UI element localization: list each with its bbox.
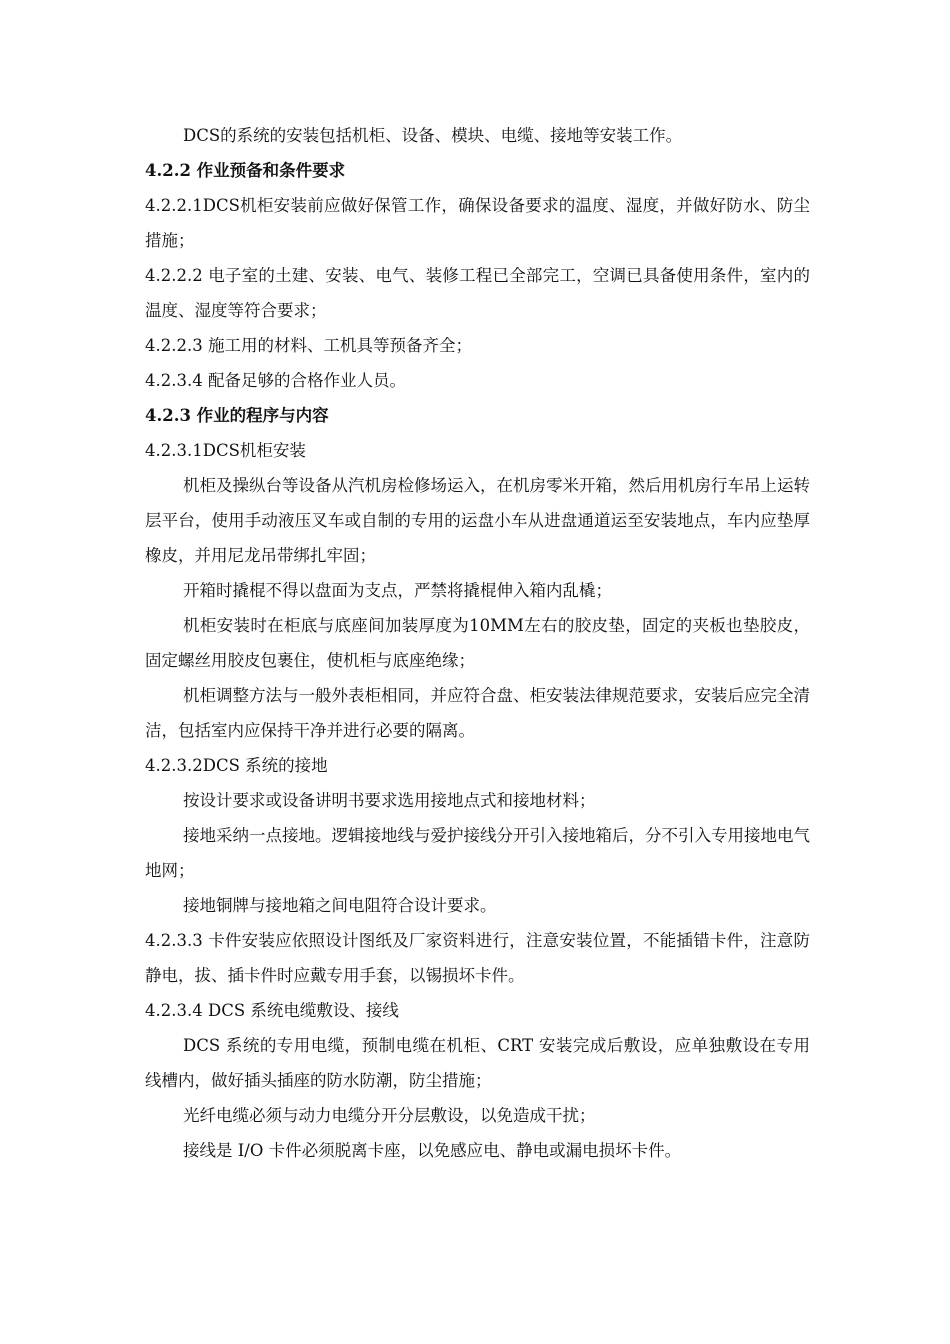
paragraph-cabinet-transport: 机柜及操纵台等设备从汽机房检修场运入，在机房零米开箱，然后用机房行车吊上运转层平台，使用手动液压叉车或自制的专用的运盘小车从进盘通道运至安装地点，车内应垫厚橡皮，并用尼龙吊带绑扎牢固； [145,476,810,565]
paragraph-4-2-3-4-staff: 4.2.3.4 配备足够的合格作业人员。 [145,371,406,390]
document-page [145,118,810,1168]
paragraph-cabinet-adjustment: 机柜调整方法与一般外表柜相同，并应符合盘、柜安装法律规范要求，安装后应完全清洁，包括室内应保持干净并进行必要的隔离。 [145,686,810,740]
subheading-4-2-3-1: 4.2.3.1DCS机柜安装 [145,441,306,460]
paragraph-wiring-io: 接线是 I/O 卡件必须脱离卡座，以免感应电、静电或漏电损坏卡件。 [183,1141,682,1160]
subheading-4-2-3-4: 4.2.3.4 DCS 系统电缆敷设、接线 [145,1001,399,1020]
paragraph-single-point-grounding: 接地采纳一点接地。逻辑接地线与爱护接线分开引入接地箱后，分不引入专用接地电气地网； [145,826,810,880]
subheading-4-2-3-2: 4.2.3.2DCS 系统的接地 [145,756,328,775]
paragraph-4-2-2-2: 4.2.2.2 电子室的土建、安装、电气、装修工程已全部完工，空调已具备使用条件，室内的温度、湿度等符合要求； [145,266,810,320]
paragraph-grounding-materials: 按设计要求或设备讲明书要求选用接地点式和接地材料； [183,791,596,810]
paragraph-4-2-2-3: 4.2.2.3 施工用的材料、工机具等预备齐全； [145,336,472,355]
heading-4-2-3: 4.2.3 作业的程序与内容 [145,406,329,425]
paragraph-dcs-install-scope: DCS的系统的安装包括机柜、设备、模块、电缆、接地等安装工作。 [183,126,683,145]
paragraph-grounding-resistance: 接地铜牌与接地箱之间电阻符合设计要求。 [183,896,497,915]
paragraph-4-2-3-3: 4.2.3.3 卡件安装应依照设计图纸及厂家资料进行，注意安装位置，不能插错卡件，注意防静电，拔、插卡件时应戴专用手套，以锡损坏卡件。 [145,931,810,985]
paragraph-fiber-cable: 光纤电缆必须与动力电缆分开分层敷设，以免造成干扰； [183,1106,596,1125]
paragraph-unpacking: 开箱时撬棍不得以盘面为支点，严禁将撬棍伸入箱内乱橇； [183,581,612,600]
paragraph-4-2-2-1: 4.2.2.1DCS机柜安装前应做好保管工作，确保设备要求的温度、湿度，并做好防水、防尘措施； [145,196,810,250]
heading-4-2-2: 4.2.2 作业预备和条件要求 [145,161,346,180]
paragraph-dedicated-cable: DCS 系统的专用电缆，预制电缆在机柜、CRT 安装完成后敷设，应单独敷设在专用线槽内，做好插头插座的防水防潮，防尘措施； [145,1036,810,1090]
paragraph-cabinet-insulation: 机柜安装时在柜底与底座间加装厚度为10MM左右的胶皮垫，固定的夹板也垫胶皮，固定螺丝用胶皮包裹住，使机柜与底座绝缘； [145,616,810,670]
